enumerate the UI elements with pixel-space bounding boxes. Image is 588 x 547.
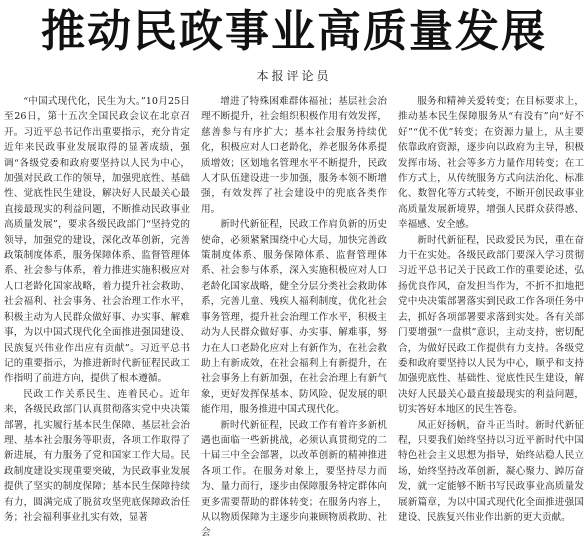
paragraph: 民政工作关系民生、连着民心。近年来，各级民政部门认真贯彻落实党中央决策部署，扎实履行基本民生保障、基层社会治理、基本社会服务等职责，各项工作取得了新进展，有力服务了党和国家工作大局。民政制度建设实现重要突破，为民政事业发展提供了坚实的制度保障；基本民生保障持续有力，圆满完成了脱贫攻坚兜底保障政治任务；社会福利事业扎实有效，显著 [4,388,190,523]
column-2 [201,94,387,544]
column-1 [4,94,190,544]
paragraph: 新时代新征程，民政工作有着许多新机遇也面临一些新挑战，必须认真贯彻党的二十届三中全会部署，以改革创新的精神推进各项工作。在服务对象上，要坚持尽力而为、量力而行，逐步由保障服务特定群体向更多需要帮助的群体转变；在服务内容上，从以物质保障为主逐步向兼顾物质救助、社会 [201,419,387,539]
article-body [0,94,588,544]
paragraph: 新时代新征程，民政爱民为民，重在奋力干在实处。各级民政部门要深入学习贯彻习近平总书记关于民政工作的重要论述，弘扬优良作风，奋发担当作为，不折不扣地把党中央决策部署落实到民政工作各项任务中去，抓好各项部署要求落到实处。各有关部门要增强“一盘棋”意识，主动支持，密切配合，为做好民政工作提供有力支持。各级党委和政府要坚持以人民为中心，顺乎和支持加强兜底性、基础性、觉底性民生建设，解决好人民最关心最直接最现实的利益问题，切实答好本地区的民生答卷。 [398,234,584,416]
paragraph: 服务和精神关爱转变；在目标要求上，推动基本民生保障服务从“有没有”向“好不好”“优不优”转变；在资源力量上，从主要依靠政府资源，逐步向以政府为主导，积极发挥市场、社会等多方力量作用转变；在工作方式上，从传统服务方式向法治化、标准化、数智化等方式转变，不断开创民政事业高质量发展新境界，增强人民群众获得感、幸福感、安全感。 [398,96,584,231]
headline: 推动民政事业高质量发展 [41,6,547,57]
paragraph: “中国式现代化，民生为大。”10月25日至26日，第十五次全国民政会议在北京召开。习近平总书记作出重要指示，充分肯定近年来民政事业发展取得的显著成绩，强调“各级党委和政府要坚持以人民为中心，加强对民政工作的领导，加强兜底性、基础性、觉底性民生建设，解决好人民最关心最直接最现实的利益问题，不断推动民政事业高质量发展”，要求各级民政部门“坚持党的领导，加强党的建设，深化改革创新，完善政策制度体系，服务保障体系、监督管理体系、社会参与体系，着力推进实施积极应对人口老龄化国家战略，着力提升社会救助、社会福利、社会事务、社会治理工作水平，积极主动为人民群众做好事、办实事、解难事，为以中国式现代化全面推进强国建设、民族复兴伟业作出应有贡献”。习近平总书记的重要指示，为推进新时代新征程民政工作指明了前进方向，提供了根本遵循。 [4,96,190,385]
paragraph: 增进了特殊困难群体福祉；基层社会治理不断提升，社会组织积极作用有效发挥，慈善参与有序扩大；基本社会服务持续优化，积极应对人口老龄化，养老服务体系提质增效；区划地名管理水平不断提升，民政人才队伍建设进一步加强，服务本领不断增强，有效发挥了社会建设中的兜底各类作用。 [201,96,387,215]
paragraph: 新时代新征程，民政工作肩负新的历史使命，必须紧紧围绕中心大局，加快完善政策制度体系、服务保障体系、监督管理体系、社会参与体系，深入实施积极应对人口老龄化国家战略，健全分层分类社会救助体系，完善儿童、残疾人福利制度，优化社会事务管理，提升社会治理工作水平，积极主动为人民群众做好事、办实事、解难事，努力在人口老龄化应对上有新作为，在社会救助上有新成效，在社会福利上有新提升，在社会事务上有新加强，在社会治理上有新气象，更好发挥保基本、防风险、促发展的职能作用，服务推进中国式现代化。 [201,219,387,416]
byline: 本报评论员 [256,69,332,83]
paragraph: 凤正好扬帆，奋斗正当时。新时代新征程，只要我们始终坚持以习近平新时代中国特色社会主义思想为指导，始终站稳人民立场，始终坚持改革创新，凝心聚力、踔厉奋发，就一定能够不断书写民政事业高质量发展新篇章，为以中国式现代化全面推进强国建设、民族复兴伟业作出新的更大贡献。 [398,419,584,523]
column-3 [398,94,584,544]
